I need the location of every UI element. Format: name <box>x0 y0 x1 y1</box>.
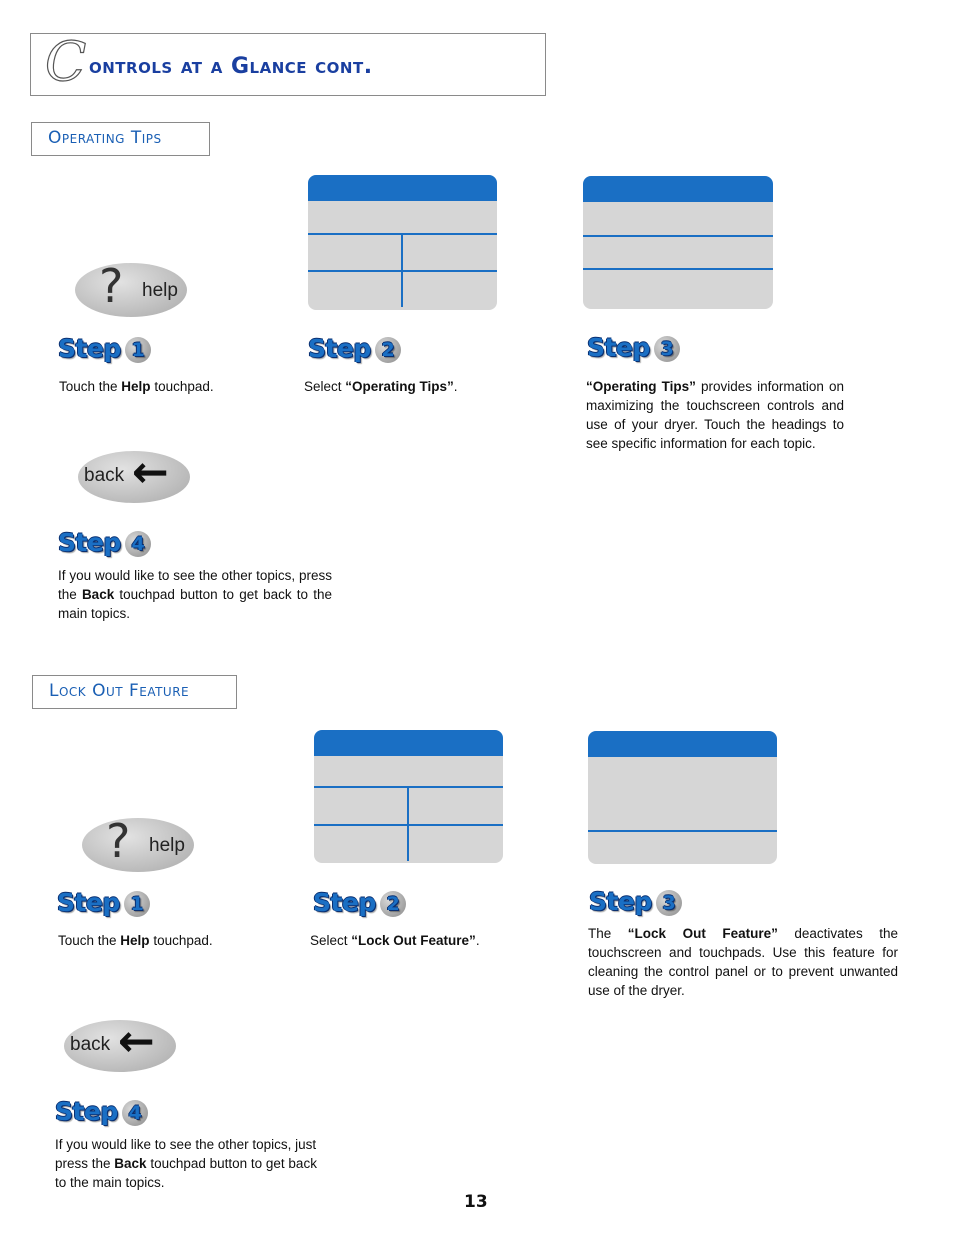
step-2-heading: Step 2 <box>308 334 401 363</box>
section-heading: Lock Out Feature <box>49 681 190 701</box>
step-3-heading: Step 3 <box>589 887 682 916</box>
left-arrow-icon: ← <box>132 447 169 498</box>
step-3-text: “Operating Tips” provides information on maximizing the touchscreen controls and use of your dryer. Touch the headings to see specific information for each topic. <box>586 379 845 451</box>
back-label: back <box>70 1034 111 1055</box>
section-heading: Operating Tips <box>48 128 162 148</box>
touchscreen-mockup-select <box>308 175 497 310</box>
step-4-heading: Step 4 <box>58 528 151 557</box>
page-number: 13 <box>464 1192 488 1212</box>
step-3-heading: Step 3 <box>587 333 680 362</box>
back-touchpad[interactable] <box>64 1016 176 1072</box>
page-title-box <box>30 30 546 96</box>
touchscreen-mockup-info <box>583 176 773 309</box>
step-2-text: Select “Lock Out Feature”. <box>310 933 480 948</box>
step-2-heading: Step 2 <box>313 888 406 917</box>
step-4-text: If you would like to see the other topics, press the Back touchpad button to get back to the main topics. <box>58 568 332 621</box>
step-4-heading: Step 4 <box>55 1097 148 1126</box>
help-label: help <box>142 280 178 301</box>
help-label: help <box>149 835 185 856</box>
help-touchpad[interactable] <box>82 814 194 872</box>
question-mark-icon: ? <box>106 814 131 868</box>
help-touchpad[interactable] <box>75 259 187 317</box>
step-4-text: If you would like to see the other topics, just press the Back touchpad button to get back to the main topics. <box>55 1137 317 1190</box>
title-initial: C <box>45 30 87 93</box>
step-1-heading: Step 1 <box>58 334 151 363</box>
question-mark-icon: ? <box>99 259 124 313</box>
back-label: back <box>84 465 125 486</box>
step-1-text: Touch the Help touchpad. <box>58 933 213 948</box>
touchscreen-mockup-select <box>314 730 503 863</box>
step-1-heading: Step 1 <box>57 888 150 917</box>
left-arrow-icon: ← <box>118 1016 155 1067</box>
page-title: ontrols at a Glance cont. <box>89 54 373 79</box>
touchscreen-mockup-info <box>588 731 777 864</box>
back-touchpad[interactable] <box>78 447 190 503</box>
step-2-text: Select “Operating Tips”. <box>304 379 458 394</box>
section-heading-box <box>32 675 237 709</box>
step-3-text: The “Lock Out Feature” deactivates the touchscreen and touchpads. Use this feature for cleaning the control panel or to prevent unwanted use of the dryer. <box>588 926 898 998</box>
section-heading-box <box>31 122 210 156</box>
step-1-text: Touch the Help touchpad. <box>59 379 214 394</box>
